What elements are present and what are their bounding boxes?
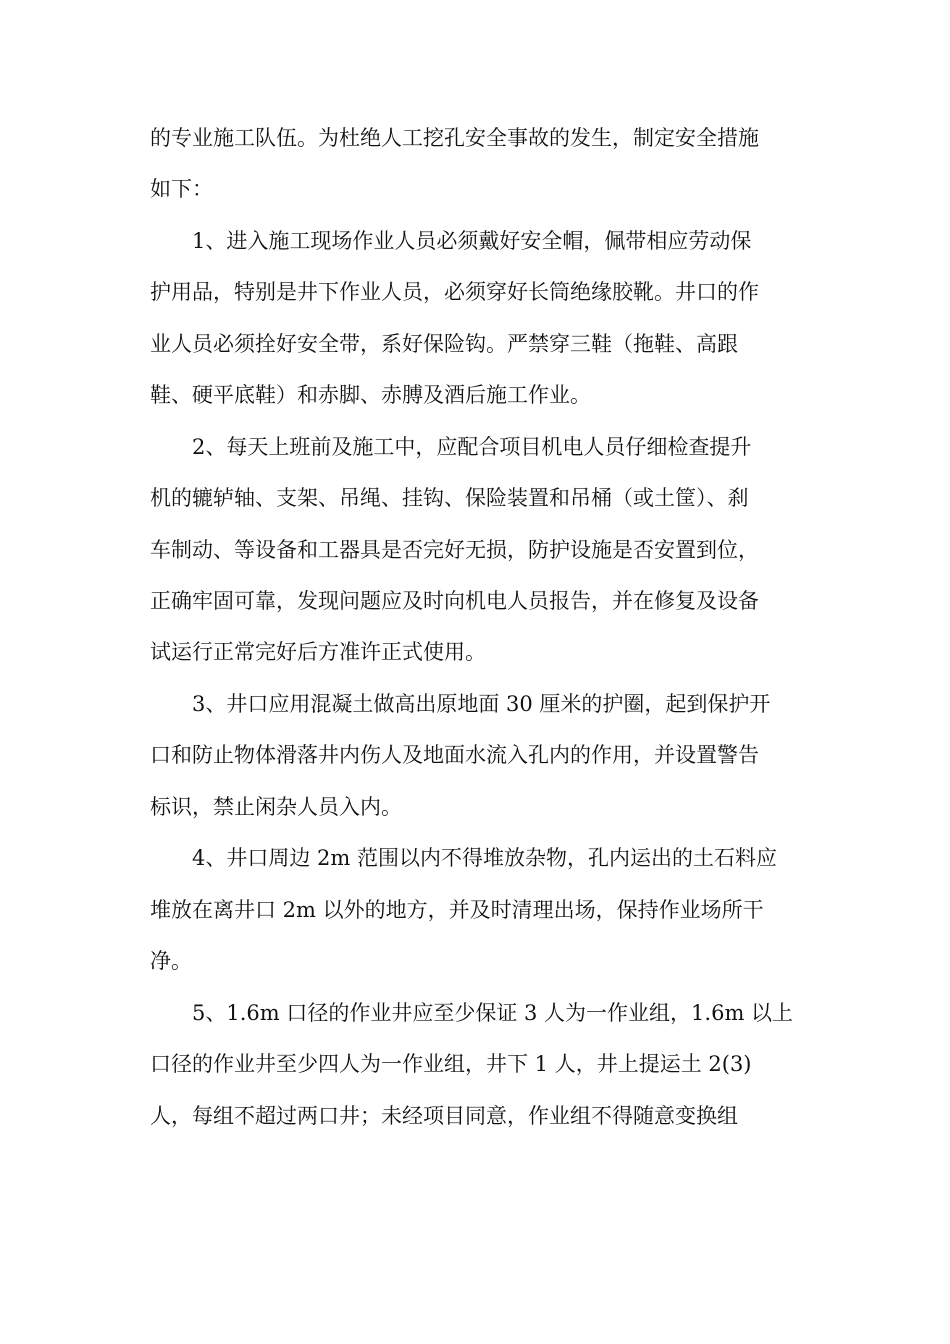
text-line: 业人员必须拴好安全带，系好保险钩。严禁穿三鞋（拖鞋、高跟	[150, 332, 738, 356]
list-item-5-line: 5、1.6m 口径的作业井应至少保证 3 人为一作业组，1.6m 以上	[192, 1001, 794, 1025]
text-line: 净。	[150, 949, 192, 973]
text-line: 标识，禁止闲杂人员入内。	[150, 795, 402, 819]
text-line: 人，每组不超过两口井；未经项目同意，作业组不得随意变换组	[150, 1104, 738, 1128]
text-line: 口和防止物体滑落井内伤人及地面水流入孔内的作用，并设置警告	[150, 743, 759, 767]
list-item-3-line: 3、井口应用混凝土做高出原地面 30 厘米的护圈，起到保护开	[192, 692, 771, 716]
text-line: 鞋、硬平底鞋）和赤脚、赤膊及酒后施工作业。	[150, 383, 591, 407]
text-line: 车制动、等设备和工器具是否完好无损，防护设施是否安置到位，	[150, 538, 759, 562]
text-line: 的专业施工队伍。为杜绝人工挖孔安全事故的发生，制定安全措施	[150, 126, 759, 150]
text-line: 机的辘轳轴、支架、吊绳、挂钩、保险装置和吊桶（或土筐）、刹	[150, 486, 749, 510]
list-item-2-line: 2、每天上班前及施工中，应配合项目机电人员仔细检查提升	[192, 435, 752, 459]
text-line: 护用品，特别是井下作业人员，必须穿好长筒绝缘胶靴。井口的作	[150, 280, 759, 304]
text-line: 口径的作业井至少四人为一作业组，井下 1 人，井上提运土 2(3)	[150, 1052, 752, 1076]
text-line: 试运行正常完好后方准许正式使用。	[150, 640, 486, 664]
text-line: 堆放在离井口 2m 以外的地方，并及时清理出场，保持作业场所干	[150, 898, 764, 922]
text-line: 如下：	[150, 177, 213, 201]
text-line: 正确牢固可靠，发现问题应及时向机电人员报告，并在修复及设备	[150, 589, 759, 613]
list-item-4-line: 4、井口周边 2m 范围以内不得堆放杂物，孔内运出的土石料应	[192, 846, 777, 870]
list-item-1-line: 1、进入施工现场作业人员必须戴好安全帽，佩带相应劳动保	[192, 229, 752, 253]
